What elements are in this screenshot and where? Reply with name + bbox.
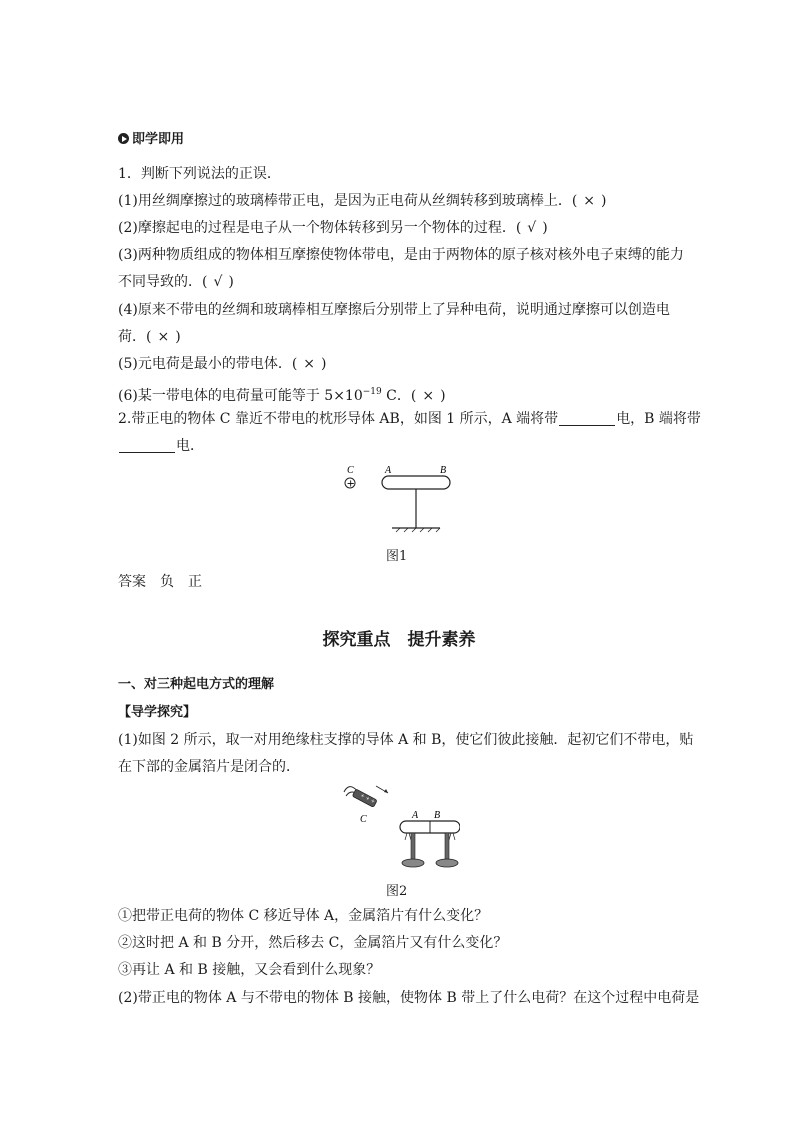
figure-1-pillow-conductor	[340, 462, 460, 542]
fig2-label-b: B	[434, 810, 441, 821]
practice-header: 即学即用	[118, 130, 184, 150]
answer-line: 答案 负 正	[118, 574, 202, 590]
answer-blank-2	[119, 438, 175, 453]
q1-item-6: (6)某一带电体的电荷量可能等于 $5\times 10^{-19}$ C．( × )	[118, 387, 446, 404]
fig1-label-c: C	[347, 465, 354, 476]
foil-a	[405, 833, 407, 840]
fig1-plus-sign: +	[346, 478, 355, 490]
subsection-heading: 一、对三种起电方式的理解	[118, 677, 275, 692]
base-b	[436, 859, 458, 867]
svg-text:+ + + +: + + + +	[359, 792, 381, 808]
sub-question-1: ①把带正电荷的物体 C 移近导体 A，金属箔片有什么变化？	[118, 908, 489, 924]
fig1-label-a: A	[385, 465, 392, 476]
section-title: 探究重点 提升素养	[322, 630, 476, 650]
p2-line-1: (2)带正电的物体 A 与不带电的物体 B 接触，使物体 B 带上了什么电荷？在这个过程中电荷是	[118, 990, 700, 1006]
base-a	[402, 859, 424, 867]
q2-line-2: 电．	[118, 436, 204, 456]
p1-line-2: 在下部的金属箔片是闭合的．	[118, 759, 300, 775]
sub-question-3: ③再让 A 和 B 接触，又会看到什么现象？	[118, 962, 381, 978]
guide-heading: 【导学探究】	[118, 705, 197, 720]
sub-question-2: ②这时把 A 和 B 分开，然后移去 C，金属箔片又有什么变化？	[118, 935, 508, 951]
figure-2-caption: 图2	[386, 884, 408, 899]
fig2-label-a: A	[412, 810, 419, 821]
answer-blank-1	[559, 411, 615, 426]
q1-item-3-cont: 不同导致的．( √ )	[118, 274, 234, 290]
p1-line-1: (1)如图 2 所示，取一对用绝缘柱支撑的导体 A 和 B，使它们彼此接触．起初它们不带电，贴	[118, 732, 694, 748]
insulator-post-b	[445, 833, 449, 861]
q1-item-3: (3)两种物质组成的物体相互摩擦使物体带电，是由于两物体的原子核对核外电子束缚的能力	[118, 247, 684, 263]
q1-item-2: (2)摩擦起电的过程是电子从一个物体转移到另一个物体的过程．( √ )	[118, 220, 548, 236]
fig1-label-b: B	[440, 465, 447, 476]
q1-item-4: (4)原来不带电的丝绸和玻璃棒相互摩擦后分别带上了异种电荷，说明通过摩擦可以创造电	[118, 302, 670, 318]
fig2-label-c: C	[360, 814, 367, 825]
q1-item-1: (1)用丝绸摩擦过的玻璃棒带正电，是因为正电荷从丝绸转移到玻璃棒上．( × )	[118, 193, 607, 209]
q1-title: 1．判断下列说法的正误．	[118, 166, 281, 182]
figure-2-conductors-ab	[340, 780, 460, 878]
figure-1-caption: 图1	[386, 549, 408, 564]
q1-item-5: (5)元电荷是最小的带电体．( × )	[118, 356, 327, 372]
insulator-post-a	[411, 833, 415, 861]
q1-item-4-cont: 荷．( × )	[118, 329, 181, 345]
q2-line-1: 2.带正电的物体 C 靠近不带电的枕形导体 AB，如图 1 所示，A 端将带 电，B 端将带	[118, 411, 701, 427]
pillow-conductor	[382, 476, 450, 489]
charged-rod-icon	[344, 786, 388, 808]
play-bullet-icon	[118, 133, 129, 144]
